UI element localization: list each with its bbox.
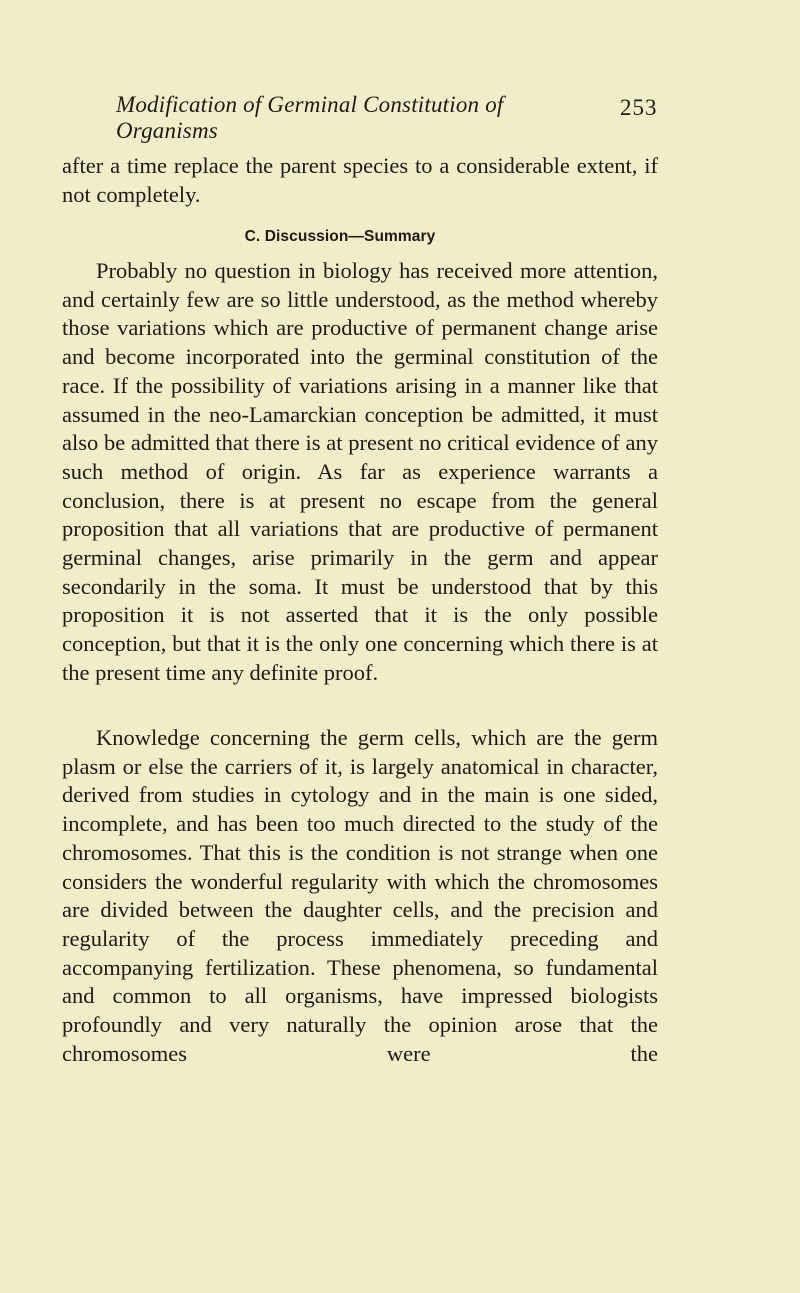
paragraph-1: Probably no question in biology has received more attention, and certainly few are so little understood, as the method whereby those variations which are productive of permanent change arise and become incorporated into the germinal constitution of the race. If the possibility of variations arising in a manner like that assumed in the neo-Lamarckian conception be admitted, it must also be admitted that there is at present no critical evidence of any such method of origin. As far as experience warrants a conclusion, there is at present no escape from the general proposition that all variations that are productive of permanent germinal changes, arise primarily in the germ and appear secondarily in the soma. It must be understood that by this proposition it is not asserted that it is the only possible conception, but that it is the only one concerning which there is at the present time any definite proof. [62,258,658,685]
continuation-paragraph: after a time replace the parent species to a considerable extent, if not completely. [62,153,658,207]
page-number: 253 [620,95,658,120]
paragraph-2: Knowledge concerning the germ cells, which are the germ plasm or else the carriers of it, is largely anatomical in character, derived from studies in cytology and in the main is one sided, incomplete, and has been too much directed to the study of the chromosomes. That this is the condition is not strange when one considers the wonderful regularity with which the chromosomes are divided between the daughter cells, and the precision and regularity of the process immediately preceding and accompanying fertilization. These phenomena, so fundamental and common to all organisms, have impressed biologists profoundly and very naturally the opinion arose that the chromosomes were the [62,725,658,1066]
running-head-title: Modification of Germinal Constitution of Organisms [116,92,504,143]
section-heading: C. Discussion—Summary [244,228,436,245]
